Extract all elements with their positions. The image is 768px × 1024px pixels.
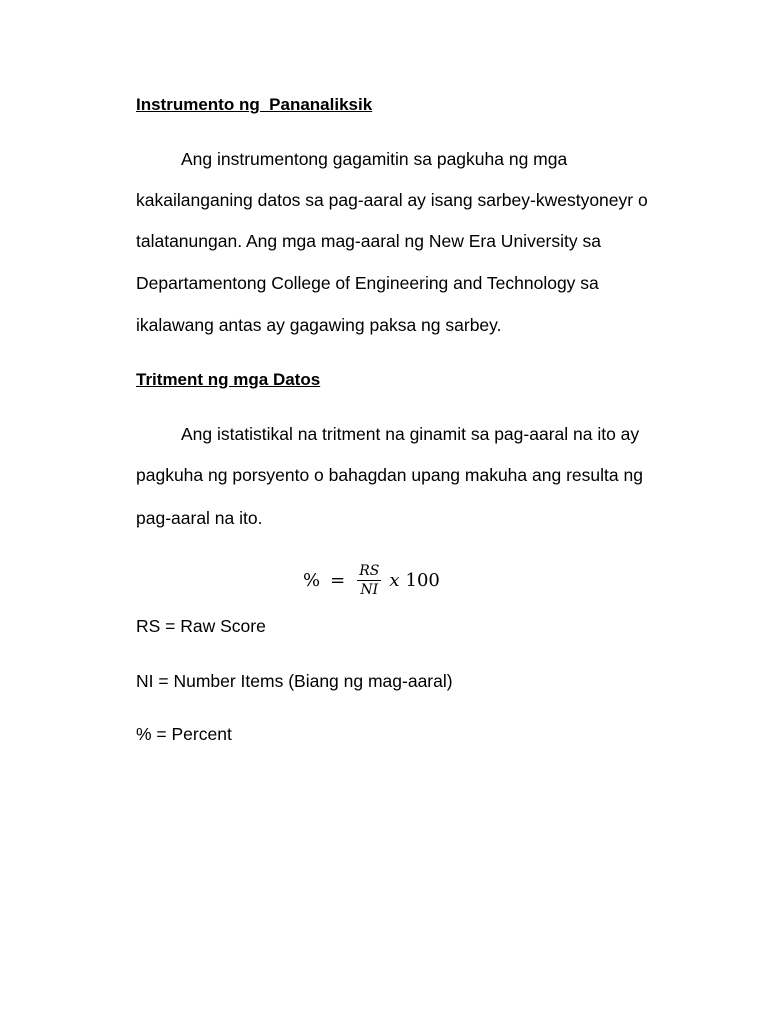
paragraph-line: pag-aaral na ito. (136, 508, 263, 528)
formula-numerator: RS (359, 562, 380, 579)
formula-times: x (389, 569, 400, 591)
legend-line-ni: NI = Number Items (Biang ng mag-aaral) (136, 671, 453, 691)
paragraph-line: talatanungan. Ang mga mag-aaral ng New Era University sa (136, 231, 601, 251)
paragraph-line: pagkuha ng porsyento o bahagdan upang makuha ang resulta ng (136, 465, 643, 485)
formula-percent-sign: % (303, 569, 321, 591)
paragraph-line: ikalawang antas ay gagawing paksa ng sarbey. (136, 315, 502, 335)
section-heading-tritment: Tritment ng mga Datos (136, 370, 321, 389)
percent-formula (303, 560, 440, 600)
paragraph-line: Ang instrumentong gagamitin sa pagkuha ng mga (181, 149, 568, 169)
formula-fraction (357, 563, 381, 598)
paragraph-line: Ang istatistikal na tritment na ginamit sa pag-aaral na ito ay (181, 424, 640, 444)
paragraph-line: Departamentong College of Engineering and Technology sa (136, 273, 599, 293)
section-heading-instrumento: Instrumento ng Pananaliksik (136, 95, 373, 114)
legend-line-rs: RS = Raw Score (136, 616, 266, 636)
formula-factor: 100 (405, 569, 440, 591)
legend-line-percent: % = Percent (136, 724, 232, 744)
formula-equals: = (330, 569, 346, 591)
paragraph-line: kakailanganing datos sa pag-aaral ay isang sarbey-kwestyoneyr o (136, 190, 648, 210)
formula-denominator: NI (360, 581, 379, 598)
